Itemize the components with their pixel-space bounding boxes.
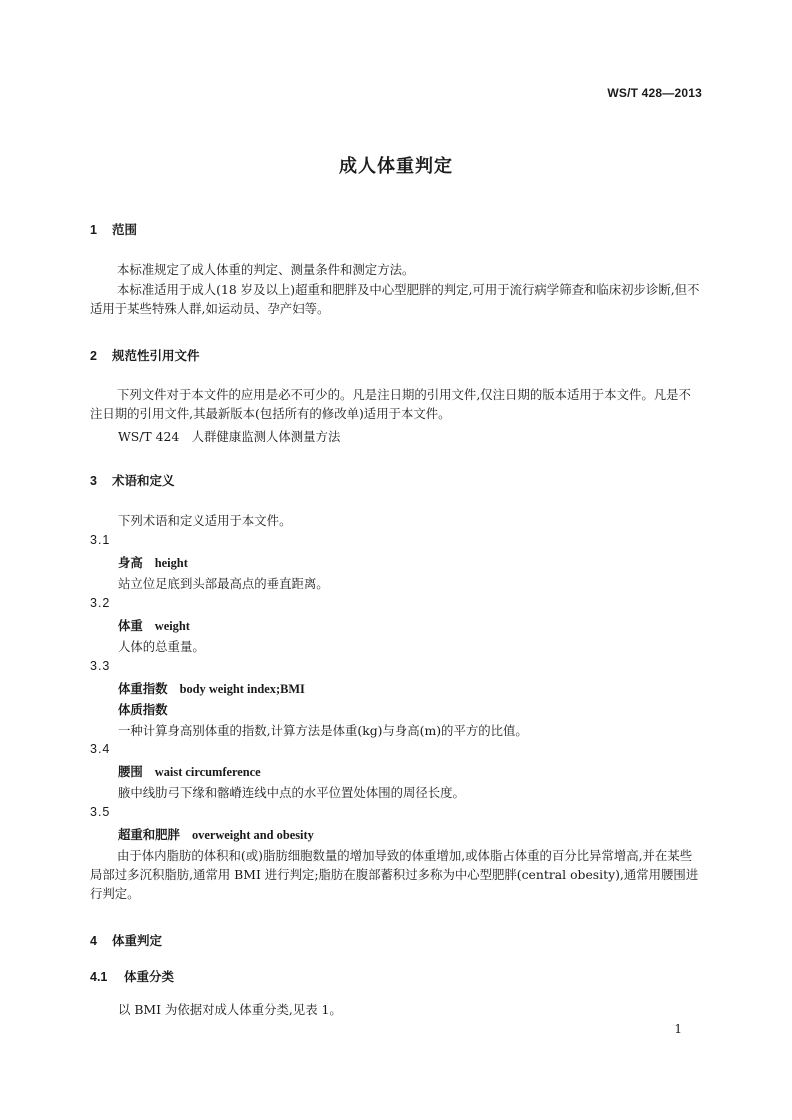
term-number: 3.4 bbox=[90, 742, 111, 756]
term-number: 3.1 bbox=[90, 533, 111, 547]
term-definition: 站立位足底到头部最高点的垂直距离。 bbox=[118, 576, 329, 591]
section-number: 4 bbox=[90, 934, 97, 948]
section-title: 术语和定义 bbox=[112, 473, 175, 488]
term-number: 3.3 bbox=[90, 659, 111, 673]
section-2-paragraph-1: 下列文件对于本文件的应用是必不可少的。凡是注日期的引用文件,仅注日期的版本适用于本文件。凡是不注日期的引用文件,其最新版本(包括所有的修改单)适用于本文件。 bbox=[90, 387, 691, 421]
term-number: 3.5 bbox=[90, 805, 111, 819]
term-definition: 由于体内脂肪的体积和(或)脂肪细胞数量的增加导致的体重增加,或体脂占体重的百分比异常增高,并在某些局部过多沉积脂肪,通常用 BMI 进行判定;脂肪在腹部蓄积过多称为中心型肥胖(central obesity),通常用腰围进行判定。 bbox=[90, 848, 699, 901]
term-heading bbox=[118, 825, 314, 843]
term-definition: 腋中线肋弓下缘和髂嵴连线中点的水平位置处体围的周径长度。 bbox=[118, 785, 465, 800]
term-heading bbox=[118, 616, 190, 634]
section-4-heading bbox=[90, 931, 162, 949]
section-title: 范围 bbox=[112, 222, 138, 237]
section-1-paragraph-1: 本标准规定了成人体重的判定、测量条件和测定方法。 bbox=[117, 262, 415, 277]
term-definition: 人体的总重量。 bbox=[118, 639, 205, 654]
standard-code: WS/T 428—2013 bbox=[607, 86, 702, 100]
term-en: waist circumference bbox=[154, 765, 261, 779]
section-2-heading bbox=[90, 346, 200, 364]
page-number: 1 bbox=[674, 1022, 682, 1036]
term-en: body weight index;BMI bbox=[179, 682, 305, 696]
subsection-4-1-heading bbox=[90, 967, 174, 985]
term-zh: 体重 bbox=[118, 618, 143, 633]
section-number: 3 bbox=[90, 474, 97, 488]
term-en: weight bbox=[154, 619, 190, 633]
section-1-heading bbox=[90, 220, 137, 238]
term-alt-heading bbox=[118, 700, 168, 718]
term-heading bbox=[118, 679, 305, 697]
section-title: 体重判定 bbox=[112, 933, 163, 948]
term-zh: 身高 bbox=[118, 555, 143, 570]
document-title: 成人体重判定 bbox=[339, 156, 453, 177]
term-number: 3.2 bbox=[90, 596, 111, 610]
term-zh: 腰围 bbox=[118, 764, 143, 779]
term-definition: 一种计算身高别体重的指数,计算方法是体重(kg)与身高(m)的平方的比值。 bbox=[118, 723, 528, 738]
section-1-paragraph-2: 本标准适用于成人(18 岁及以上)超重和肥胖及中心型肥胖的判定,可用于流行病学筛查和临床初步诊断,但不适用于某些特殊人群,如运动员、孕产妇等。 bbox=[90, 282, 700, 316]
section-3-heading bbox=[90, 471, 175, 489]
term-heading bbox=[118, 553, 188, 571]
normative-reference: WS/T 424 人群健康监测人体测量方法 bbox=[118, 429, 341, 444]
term-heading bbox=[118, 762, 261, 780]
section-number: 1 bbox=[90, 223, 97, 237]
term-en: height bbox=[154, 556, 188, 570]
subsection-title: 体重分类 bbox=[124, 969, 175, 984]
subsection-4-1-paragraph: 以 BMI 为依据对成人体重分类,见表 1。 bbox=[118, 1002, 342, 1017]
term-alt-zh: 体质指数 bbox=[118, 702, 168, 717]
section-title: 规范性引用文件 bbox=[112, 348, 200, 363]
subsection-number: 4.1 bbox=[90, 970, 108, 984]
term-zh: 体重指数 bbox=[118, 681, 168, 696]
section-3-intro: 下列术语和定义适用于本文件。 bbox=[118, 513, 292, 528]
term-zh: 超重和肥胖 bbox=[118, 827, 180, 842]
term-en: overweight and obesity bbox=[191, 828, 314, 842]
section-number: 2 bbox=[90, 349, 97, 363]
